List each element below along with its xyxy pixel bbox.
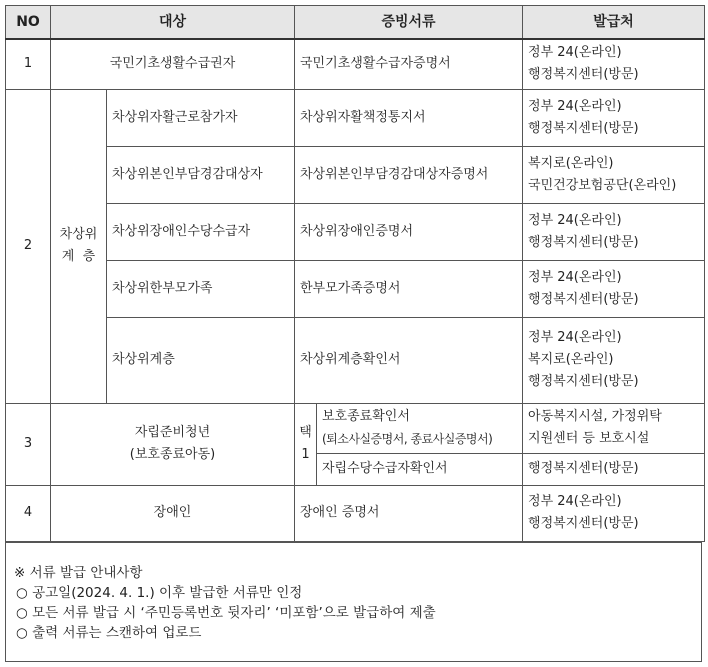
header-issuer: 발급처 (523, 6, 705, 40)
table-row (6, 203, 705, 260)
table-row (6, 485, 705, 541)
notes-title: ※ 서류 발급 안내사항 (14, 565, 143, 581)
issuer-cell (523, 203, 705, 260)
issuer-cell (523, 89, 705, 146)
header-no: NO (6, 6, 51, 40)
table-row (6, 146, 705, 203)
group-line: 계 층 (61, 249, 96, 264)
doc-cell (317, 403, 523, 453)
issuer-line: 정부 24(온라인) (528, 330, 622, 345)
table-row (6, 403, 705, 453)
table-row (6, 317, 705, 403)
table-row (6, 39, 705, 89)
issuer-line: 아동복지시설, 가정위탁 (528, 409, 662, 424)
target-line: (보호종료아동) (129, 447, 216, 462)
choice-cell (295, 403, 317, 485)
notes-item: ○ 공고일(2024. 4. 1.) 이후 발급한 서류만 인정 (16, 585, 303, 601)
doc-cell: 차상위장애인증명서 (295, 203, 523, 260)
issuer-line: 지원센터 등 보호시설 (528, 431, 650, 446)
issuer-line: 정부 24(온라인) (528, 269, 622, 285)
choice-line: 1 (301, 447, 310, 462)
issuer-cell (523, 403, 705, 453)
row-no: 3 (6, 403, 51, 485)
issuer-line: 정부 24(온라인) (528, 494, 622, 509)
issuer-line: 정부 24(온라인) (528, 212, 622, 228)
issuer-line: 정부 24(온라인) (528, 45, 622, 61)
doc-cell: 장애인 증명서 (295, 485, 523, 541)
documents-table (5, 5, 705, 542)
doc-line: 보호종료확인서 (322, 409, 410, 424)
header-target: 대상 (51, 6, 295, 40)
target-cell: 장애인 (51, 485, 295, 541)
target-cell: 차상위본인부담경감대상자 (107, 146, 295, 203)
doc-cell: 자립수당수급자확인서 (317, 453, 523, 485)
issuer-cell (523, 485, 705, 541)
issuer-cell (523, 146, 705, 203)
target-cell: 차상위계층 (107, 317, 295, 403)
row-no: 2 (6, 89, 51, 403)
target-line: 자립준비청년 (134, 425, 211, 440)
header-docs: 증빙서류 (295, 6, 523, 40)
notes-item: ○ 출력 서류는 스캔하여 업로드 (16, 625, 202, 641)
target-cell (51, 403, 295, 485)
target-cell: 차상위한부모가족 (107, 260, 295, 317)
target-cell: 차상위장애인수당수급자 (107, 203, 295, 260)
table-row (6, 89, 705, 146)
issuer-cell (523, 260, 705, 317)
row-no: 4 (6, 485, 51, 541)
issuer-line: 행정복지센터(방문) (528, 234, 639, 250)
issuer-cell: 행정복지센터(방문) (523, 453, 705, 485)
doc-cell: 한부모가족증명서 (295, 260, 523, 317)
issuer-line: 행정복지센터(방문) (528, 291, 639, 307)
issuer-cell (523, 317, 705, 403)
group-cell (51, 89, 107, 403)
header-row (6, 6, 705, 40)
notes-box (5, 542, 702, 662)
issuer-line: 행정복지센터(방문) (528, 516, 639, 531)
doc-cell: 국민기초생활수급자증명서 (295, 39, 523, 89)
choice-line: 택 (299, 425, 312, 440)
doc-cell: 차상위본인부담경감대상자증명서 (295, 146, 523, 203)
issuer-line: 행정복지센터(방문) (528, 120, 639, 136)
group-line: 차상위 (59, 227, 98, 242)
issuer-line: 행정복지센터(방문) (528, 374, 639, 389)
issuer-line: 복지로(온라인) (528, 352, 614, 367)
row-no: 1 (6, 39, 51, 89)
table-row (6, 260, 705, 317)
issuer-line: 정부 24(온라인) (528, 98, 622, 114)
doc-cell: 차상위계층확인서 (295, 317, 523, 403)
doc-cell: 차상위자활책정통지서 (295, 89, 523, 146)
doc-line: (퇴소사실증명서, 종료사실증명서) (322, 432, 493, 446)
target-cell: 국민기초생활수급권자 (51, 39, 295, 89)
issuer-cell (523, 39, 705, 89)
issuer-line: 복지로(온라인) (528, 155, 614, 171)
target-cell: 차상위자활근로참가자 (107, 89, 295, 146)
notes-item: ○ 모든 서류 발급 시 ‘주민등록번호 뒷자리’ ‘미포함’으로 발급하여 제출 (16, 605, 436, 621)
issuer-line: 국민건강보험공단(온라인) (528, 177, 677, 193)
issuer-line: 행정복지센터(방문) (528, 67, 639, 83)
